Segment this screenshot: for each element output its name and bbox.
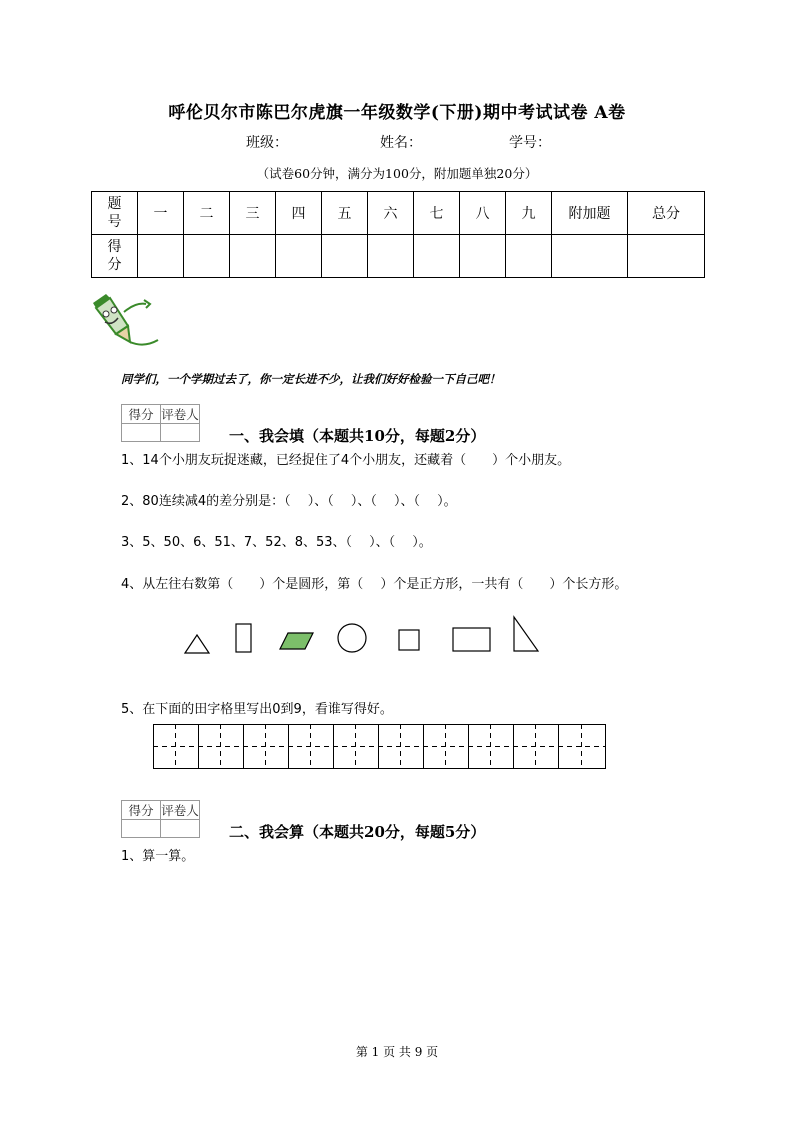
score-table-header-row	[92, 192, 705, 235]
circle-shape	[338, 624, 366, 652]
score-cell[interactable]	[368, 235, 414, 278]
col-header: 附加题	[552, 192, 628, 235]
score-cell[interactable]	[138, 235, 184, 278]
exam-note: （试卷60分钟，满分为100分，附加题单独20分）	[256, 166, 538, 181]
col-header: 四	[276, 192, 322, 235]
right-triangle-shape	[514, 617, 538, 651]
id-label: 学号：	[509, 135, 551, 151]
score-cell[interactable]	[322, 235, 368, 278]
tianzige-grid[interactable]	[153, 724, 606, 769]
parallelogram-shape	[280, 633, 313, 649]
col-header: 一	[138, 192, 184, 235]
grader-reviewer-label: 评卷人	[161, 405, 200, 424]
score-cell[interactable]	[276, 235, 322, 278]
class-label: 班级：	[246, 135, 288, 151]
grader-reviewer-cell[interactable]	[161, 424, 200, 442]
score-cell[interactable]	[628, 235, 705, 278]
question-1-5: 5、在下面的田字格里写出0到9，看谁写得好。	[121, 702, 393, 717]
question-2-1: 1、算一算。	[121, 849, 195, 864]
encouragement-text: 同学们，一个学期过去了，你一定长进不少，让我们好好检验一下自己吧！	[121, 372, 501, 386]
col-header: 九	[506, 192, 552, 235]
section-1-title: 一、我会填（本题共10分，每题2分）	[229, 427, 486, 445]
grader-score-cell[interactable]	[122, 424, 161, 442]
tall-rectangle-shape	[236, 624, 251, 652]
grader-reviewer-label: 评卷人	[161, 801, 200, 820]
question-1-2: 2、80连续减4的差分别是：（ ）、（ ）、（ ）、（ ）。	[121, 494, 457, 509]
col-header: 八	[460, 192, 506, 235]
col-header: 五	[322, 192, 368, 235]
col-header: 三	[230, 192, 276, 235]
question-1-1: 1、14个小朋友玩捉迷藏，已经捉住了4个小朋友，还藏着（ ）个小朋友。	[121, 453, 571, 468]
score-cell[interactable]	[506, 235, 552, 278]
col-header: 二	[184, 192, 230, 235]
shapes-row	[180, 615, 550, 660]
col-header: 六	[368, 192, 414, 235]
grader-score-cell[interactable]	[122, 820, 161, 838]
triangle-shape	[185, 635, 209, 653]
grader-box	[121, 800, 200, 838]
score-cell[interactable]	[460, 235, 506, 278]
grader-score-label: 得分	[122, 405, 161, 424]
question-1-4: 4、从左往右数第（ ）个是圆形，第（ ）个是正方形，一共有（ ）个长方形。	[121, 577, 628, 592]
pencil-mascot-icon	[88, 290, 168, 356]
section-2-title: 二、我会算（本题共20分，每题5分）	[229, 823, 486, 841]
page-footer: 第 1 页 共 9 页	[355, 1045, 439, 1059]
score-cell[interactable]	[230, 235, 276, 278]
page-title: 呼伦贝尔市陈巴尔虎旗一年级数学(下册)期中考试试卷 A卷	[168, 103, 626, 123]
score-table	[91, 191, 705, 278]
score-cell[interactable]	[184, 235, 230, 278]
name-label: 姓名：	[380, 135, 422, 151]
header-label: 题 号	[92, 192, 138, 235]
question-1-3: 3、5、50、6、51、7、52、8、53、（ ）、（ ）。	[121, 535, 432, 550]
wide-rectangle-shape	[453, 628, 490, 651]
tianzige-lines	[153, 724, 606, 769]
grader-reviewer-cell[interactable]	[161, 820, 200, 838]
score-table-score-row	[92, 235, 705, 278]
grader-box	[121, 404, 200, 442]
square-shape	[399, 630, 419, 650]
row-label: 得 分	[92, 235, 138, 278]
grader-score-label: 得分	[122, 801, 161, 820]
col-header: 总分	[628, 192, 705, 235]
col-header: 七	[414, 192, 460, 235]
score-cell[interactable]	[552, 235, 628, 278]
score-cell[interactable]	[414, 235, 460, 278]
